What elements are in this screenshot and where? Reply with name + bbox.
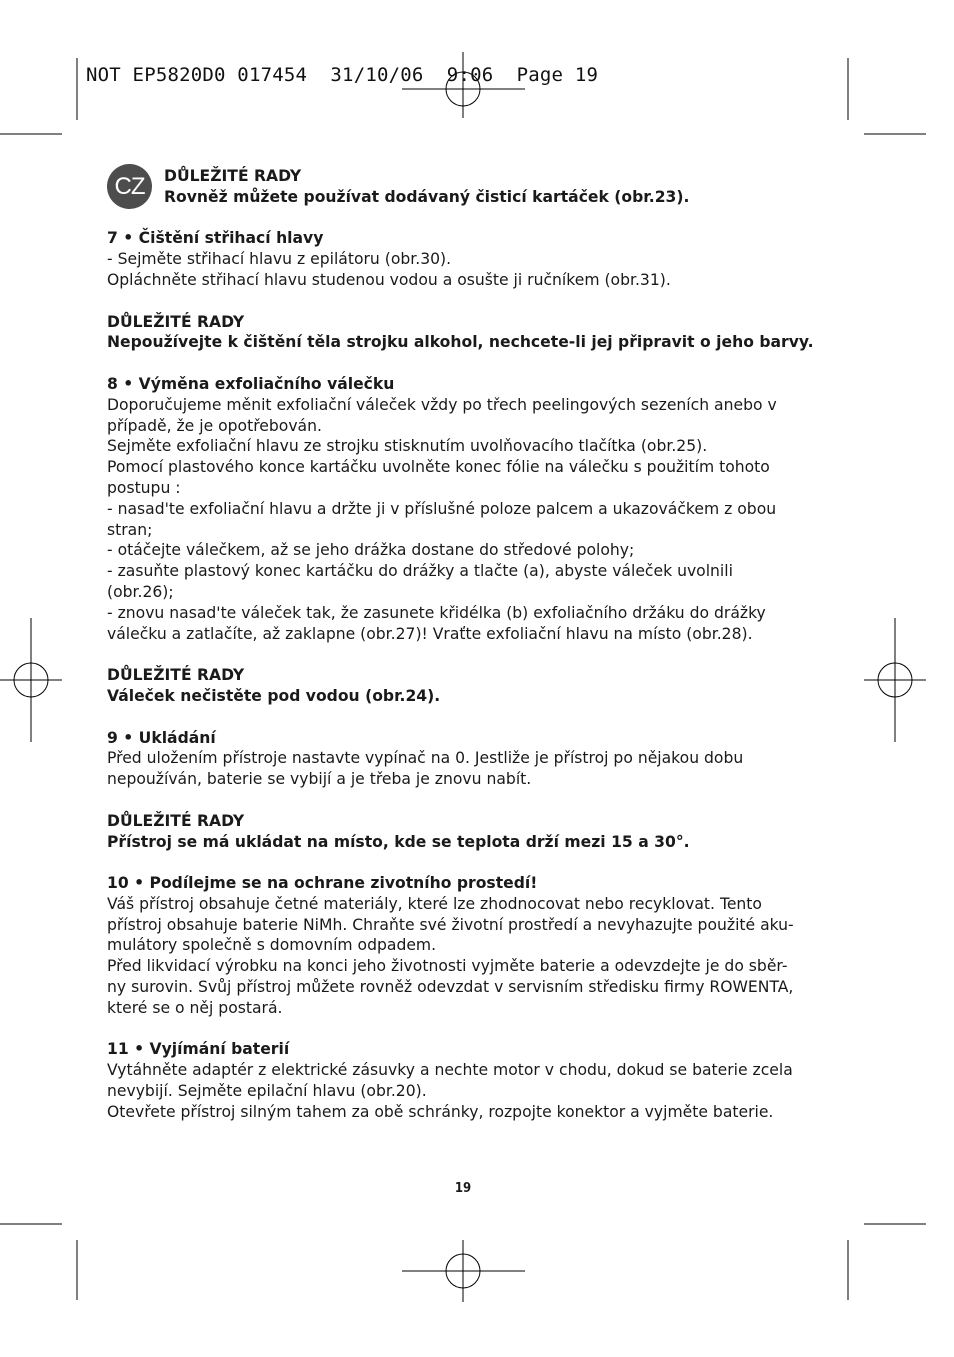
paragraph-line: válečku a zatlačíte, až zaklapne (obr.27)! Vraťte exfoliační hlavu na místo (obr.28). xyxy=(107,624,753,643)
section-title: 10 • Podílejme se na ochrane zivotního prostedí! xyxy=(107,874,538,893)
paragraph-line: přístroj obsahuje baterie NiMh. Chraňte své životní prostředí a nevyhazujte použité aku- xyxy=(107,915,794,934)
paragraph-line: Pomocí plastového konce kartáčku uvolněte konec fólie na válečku s použitím tohoto xyxy=(107,458,770,477)
print-header: NOT EP5820D0 017454 31/10/06 9:06 Page 19 xyxy=(86,64,599,86)
language-badge: CZ xyxy=(107,164,152,209)
tip-text: Přístroj se má ukládat na místo, kde se teplota drží mezi 15 a 30°. xyxy=(107,832,690,851)
section-title: 9 • Ukládání xyxy=(107,728,216,747)
tip-heading: DŮLEŽITÉ RADY xyxy=(107,811,245,830)
paragraph-line: ny surovin. Svůj přístroj můžete rovněž odevzdat v servisním středisku firmy ROWENTA, xyxy=(107,978,794,997)
paragraph-line: Před likvidací výrobku na konci jeho životnosti vyjměte baterie a odevzdejte je do sběr- xyxy=(107,957,788,976)
paragraph-line: - Sejměte střihací hlavu z epilátoru (obr.30). xyxy=(107,250,452,269)
paragraph-line: Vytáhněte adaptér z elektrické zásuvky a nechte motor v chodu, dokud se baterie zcela xyxy=(107,1061,793,1080)
paragraph-line: které se o něj postará. xyxy=(107,998,283,1017)
paragraph-line: Váš přístroj obsahuje četné materiály, které lze zhodnocovat nebo recyklovat. Tento xyxy=(107,894,762,913)
section-9 xyxy=(107,728,822,790)
paragraph-line: - zasuňte plastový konec kartáčku do drážky a tlačte (a), abyste váleček uvolnili xyxy=(107,562,733,581)
paragraph-line: Opláchněte střihací hlavu studenou vodou a osušte ji ručníkem (obr.31). xyxy=(107,270,671,289)
tip-block-1 xyxy=(107,166,822,208)
paragraph-line: - otáčejte válečkem, až se jeho drážka dostane do středové polohy; xyxy=(107,541,635,560)
section-11 xyxy=(107,1039,822,1122)
paragraph-line: Sejměte exfoliační hlavu ze strojku stisknutím uvolňovacího tlačítka (obr.25). xyxy=(107,437,708,456)
paragraph-line: postupu : xyxy=(107,478,181,497)
paragraph-line: Otevřete přístroj silným tahem za obě schránky, rozpojte konektor a vyjměte baterie. xyxy=(107,1102,774,1121)
tip-text: Váleček nečistěte pod vodou (obr.24). xyxy=(107,686,441,705)
tip-heading: DŮLEŽITÉ RADY xyxy=(107,312,245,331)
page-number: 19 xyxy=(454,1181,472,1196)
section-7 xyxy=(107,228,822,290)
tip-text: Rovněž můžete používat dodávaný čisticí kartáček (obr.23). xyxy=(164,187,690,206)
tip-block-4 xyxy=(107,811,822,853)
page-content xyxy=(107,166,822,1123)
paragraph-line: - znovu nasad'te váleček tak, že zasunete křidélka (b) exfoliačního držáku do drážky xyxy=(107,603,766,622)
tip-heading: DŮLEŽITÉ RADY xyxy=(164,167,302,185)
tip-text: Nepoužívejte k čištění těla strojku alkohol, nechcete-li jej připravit o jeho barvy. xyxy=(107,333,814,352)
section-title: 11 • Vyjímání baterií xyxy=(107,1040,290,1059)
paragraph-line: případě, že je opotřebován. xyxy=(107,416,322,435)
section-title: 8 • Výměna exfoliačního válečku xyxy=(107,374,395,393)
paragraph-line: nevybijí. Sejměte epilační hlavu (obr.20). xyxy=(107,1082,427,1101)
section-10 xyxy=(107,873,822,1019)
section-title: 7 • Čištění střihací hlavy xyxy=(107,229,324,248)
paragraph-line: mulátory společně s domovním odpadem. xyxy=(107,936,437,955)
tip-block-2 xyxy=(107,312,822,354)
paragraph-line: Doporučujeme měnit exfoliační váleček vždy po třech peelingových sezeních anebo v xyxy=(107,395,777,414)
paragraph-line: - nasad'te exfoliační hlavu a držte ji v příslušné poloze palcem a ukazováčkem z obou xyxy=(107,499,777,518)
tip-heading: DŮLEŽITÉ RADY xyxy=(107,666,245,685)
paragraph-line: nepoužíván, baterie se vybijí a je třeba je znovu nabít. xyxy=(107,770,532,789)
tip-block-3 xyxy=(107,665,822,707)
paragraph-line: Před uložením přístroje nastavte vypínač na 0. Jestliže je přístroj po nějakou dobu xyxy=(107,749,744,768)
section-8 xyxy=(107,374,822,644)
paragraph-line: (obr.26); xyxy=(107,582,174,601)
paragraph-line: stran; xyxy=(107,520,153,539)
